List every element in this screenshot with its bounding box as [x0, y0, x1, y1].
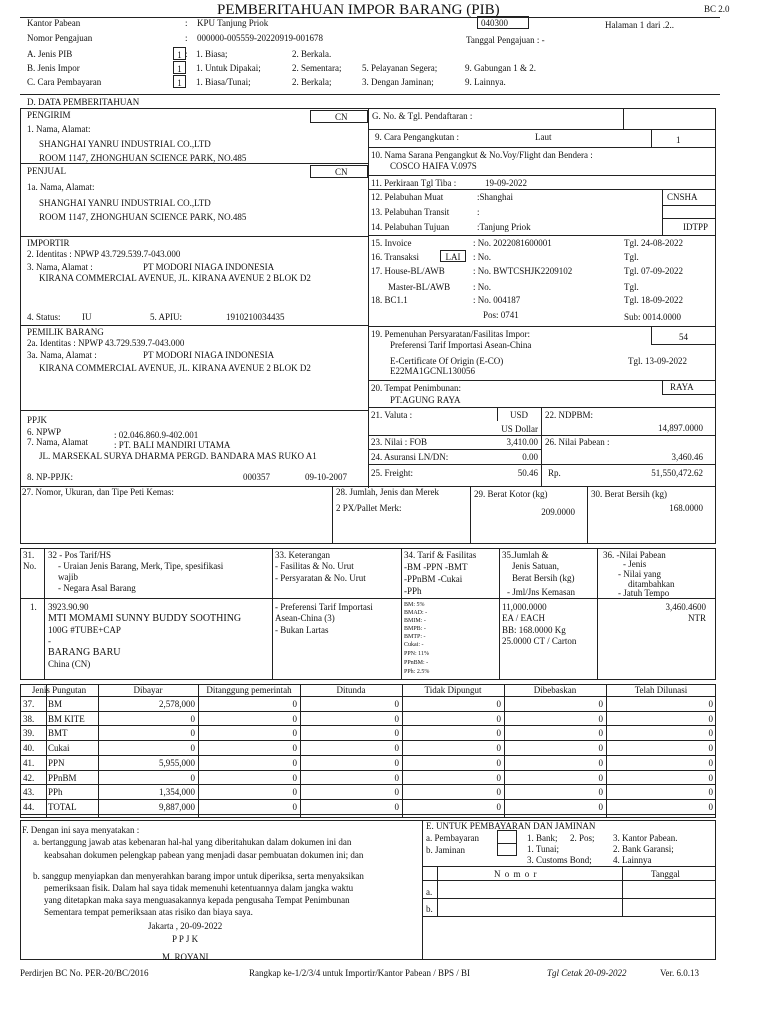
importir-name: PT MODORI NIAGA INDONESIA: [143, 262, 275, 272]
freight: 50.46: [517, 468, 538, 478]
pungutan-cell: 0: [292, 772, 297, 783]
pungutan-row-jenis: PPnBM: [48, 772, 77, 783]
importir-title: IMPORTIR: [27, 238, 70, 248]
pungutan-row-no: 40.: [23, 743, 35, 754]
cara-pengangkutan: Laut: [535, 132, 552, 142]
footer-perdirjen: Perdirjen BC No. PER-20/BC/2016: [20, 968, 149, 978]
pungutan-cell: 9,887,000: [159, 801, 195, 812]
pungutan-row-jenis: PPN: [48, 757, 65, 768]
tanggal-tiba: 19-09-2022: [485, 178, 527, 188]
cara-pembayaran-box: 1: [173, 75, 186, 88]
nilai-pabean-usd: 3,460.46: [671, 452, 703, 462]
pungutan-row-no: 37.: [23, 699, 35, 709]
pungutan-cell: 0: [496, 757, 501, 768]
pungutan-cell: 0: [496, 728, 501, 739]
item-asal: China (CN): [48, 659, 91, 669]
pemilik-name: PT MODORI NIAGA INDONESIA: [143, 350, 275, 360]
transaksi-code: LAI: [440, 250, 466, 262]
pungutan-header: Telah Dilunasi: [634, 685, 688, 695]
pungutan-cell: 0: [394, 772, 399, 783]
pungutan-cell: 0: [190, 713, 195, 724]
ppjk-np: 000357: [243, 472, 270, 482]
pungutan-cell: 0: [708, 772, 713, 783]
pungutan-cell: 0: [394, 801, 399, 812]
berat-kotor: 209.0000: [541, 507, 575, 517]
pengirim-title: PENGIRIM: [27, 110, 71, 120]
timbun-code: RAYA: [670, 382, 694, 392]
pungutan-row-no: 42.: [23, 772, 35, 783]
pungutan-cell: 0: [708, 713, 713, 724]
pungutan-cell: 0: [394, 787, 399, 798]
penjual-country: CN: [335, 167, 348, 177]
importir-address: KIRANA COMMERCIAL AVENUE, JL. KIRANA AVENUE 2 BLOK D2: [39, 273, 311, 283]
bc11-sub: Sub: 0014.0000: [624, 312, 682, 322]
ppjk-name: : PT. BALI MANDIRI UTAMA: [114, 440, 231, 450]
ppjk-title: PPJK: [27, 415, 48, 425]
jenis-impor-box: 1: [173, 61, 186, 74]
pungutan-cell: 0: [292, 699, 297, 709]
pungutan-header: Jenis Pungutan: [31, 685, 87, 695]
pelabuhan-tujuan-code: IDTPP: [683, 222, 709, 232]
sign-place-date: Jakarta , 20-09-2022: [148, 921, 223, 931]
fasilitas-code: 54: [679, 332, 688, 342]
item-no: 1.: [30, 602, 37, 612]
pungutan-cell: 0: [394, 699, 399, 709]
pungutan-cell: 0: [708, 757, 713, 768]
pungutan-cell: 0: [292, 713, 297, 724]
sarana-pengangkut: COSCO HAIFA V.097S: [390, 161, 477, 171]
pungutan-cell: 0: [708, 699, 713, 709]
pungutan-cell: 0: [708, 801, 713, 812]
ppjk-npwp: : 02.046.860.9-402.001: [114, 430, 199, 440]
pelabuhan-tujuan: :Tanjung Priok: [477, 222, 531, 232]
pungutan-row-no: 43.: [23, 787, 35, 798]
invoice-date: Tgl. 24-08-2022: [624, 238, 683, 248]
pungutan-row-jenis: TOTAL: [48, 801, 77, 812]
pungutan-header: Dibebaskan: [533, 685, 577, 695]
invoice-no: : No. 2022081600001: [473, 238, 552, 248]
sign-role: P P J K: [172, 934, 199, 944]
berat-bersih: 168.0000: [669, 503, 703, 513]
pungutan-cell: 0: [598, 801, 603, 812]
page-info: Halaman 1 dari .2..: [605, 20, 674, 30]
jumlah-kemasan: 2 PX/Pallet Merk:: [336, 503, 402, 513]
pungutan-cell: 0: [496, 772, 501, 783]
pungutan-cell: 1,354,000: [159, 787, 195, 798]
tanggal-pengajuan: Tanggal Pengajuan : -: [466, 35, 545, 45]
eco-number: E22MA1GCNL130056: [390, 366, 475, 376]
penjual-title: PENJUAL: [27, 166, 67, 176]
cara-pengangkutan-code: 1: [676, 135, 681, 145]
pungutan-row-no: 39.: [23, 728, 35, 739]
pungutan-row-jenis: BMT: [48, 728, 68, 739]
footer-version: Ver. 6.0.13: [660, 968, 699, 978]
pungutan-cell: 0: [394, 757, 399, 768]
pelabuhan-muat-code: CNSHA: [667, 192, 698, 202]
pungutan-cell: 0: [292, 787, 297, 798]
pemilik-title: PEMILIK BARANG: [27, 327, 104, 337]
pungutan-cell: 0: [708, 728, 713, 739]
pungutan-cell: 0: [496, 699, 501, 709]
pungutan-header: Ditanggung pemerintah: [206, 685, 292, 695]
pungutan-row-jenis: Cukai: [48, 743, 70, 754]
pungutan-row-no: 44.: [23, 801, 35, 812]
section-d-title: D. DATA PEMBERITAHUAN: [27, 97, 140, 107]
footer-rangkap: Rangkap ke-1/2/3/4 untuk Importir/Kantor Pabean / BPS / BI: [249, 968, 470, 978]
pungutan-cell: 0: [708, 743, 713, 754]
pungutan-cell: 0: [598, 699, 603, 709]
eco-date: Tgl. 13-09-2022: [628, 356, 687, 366]
kantor-value: KPU Tanjung Priok: [197, 18, 269, 28]
pungutan-cell: 0: [496, 787, 501, 798]
pungutan-cell: 0: [292, 757, 297, 768]
importir-apiu: 1910210034435: [226, 312, 285, 322]
nomor-value: 000000-005559-20220919-001678: [197, 33, 323, 43]
pungutan-row-jenis: BM KITE: [48, 713, 85, 724]
penjual-address: ROOM 1147, ZHONGHUAN SCIENCE PARK, NO.485: [39, 212, 247, 222]
pungutan-cell: 0: [598, 728, 603, 739]
form-title: PEMBERITAHUAN IMPOR BARANG (PIB): [217, 2, 500, 18]
pungutan-cell: 0: [394, 713, 399, 724]
pungutan-cell: 0: [598, 713, 603, 724]
house-bl-date: Tgl. 07-09-2022: [624, 266, 683, 276]
pungutan-cell: 0: [394, 743, 399, 754]
importir-identitas: 2. Identitas : NPWP 43.729.539.7-043.000: [27, 249, 181, 259]
pengirim-name: SHANGHAI YANRU INDUSTRIAL CO.,LTD: [39, 139, 211, 149]
pungutan-cell: 0: [598, 772, 603, 783]
pengirim-address: ROOM 1147, ZHONGHUAN SCIENCE PARK, NO.485: [39, 153, 247, 163]
pungutan-header: Ditunda: [336, 685, 366, 695]
house-bl: : No. BWTCSHJK2209102: [473, 266, 573, 276]
pemilik-address: KIRANA COMMERCIAL AVENUE, JL. KIRANA AVENUE 2 BLOK D2: [39, 363, 311, 373]
pungutan-cell: 5,955,000: [159, 757, 195, 768]
ppjk-address: JL. MARSEKAL SURYA DHARMA PERGD. BANDARA MAS RUKO A1: [39, 451, 317, 461]
pungutan-row-no: 41.: [23, 757, 35, 768]
nilai-pabean-rp: 51,550,472.62: [651, 468, 703, 478]
bc11-pos: Pos: 0741: [483, 310, 519, 320]
bc11-date: Tgl. 18-09-2022: [624, 295, 683, 305]
pungutan-cell: 0: [496, 801, 501, 812]
pungutan-cell: 0: [190, 772, 195, 783]
pungutan-cell: 0: [292, 801, 297, 812]
pungutan-cell: 0: [496, 743, 501, 754]
nomor-label: Nomor Pengajuan: [27, 33, 93, 43]
kantor-code: 040300: [481, 18, 508, 28]
g-pendaftaran-label: G. No. & Tgl. Pendaftaran :: [372, 111, 473, 121]
form-code: BC 2.0: [704, 4, 730, 14]
pengirim-country: CN: [335, 112, 348, 122]
valuta-name: US Dollar: [501, 424, 538, 434]
pungutan-cell: 0: [292, 743, 297, 754]
col-no: 31.: [23, 550, 35, 560]
footer-cetak: Tgl Cetak 20-09-2022: [547, 968, 627, 978]
asuransi: 0.00: [522, 452, 538, 462]
jenis-pib-box: 1: [173, 47, 186, 60]
item-jumlah: 11,000.0000: [502, 602, 547, 612]
tempat-penimbunan: PT.AGUNG RAYA: [390, 395, 461, 405]
item-kondisi: BARANG BARU: [48, 647, 121, 658]
pungutan-cell: 0: [598, 743, 603, 754]
ppjk-np-date: 09-10-2007: [305, 472, 347, 482]
penjual-name: SHANGHAI YANRU INDUSTRIAL CO.,LTD: [39, 198, 211, 208]
pungutan-row-jenis: BM: [48, 699, 63, 709]
pungutan-cell: 0: [496, 713, 501, 724]
importir-status: IU: [82, 312, 92, 322]
pelabuhan-muat: :Shanghai: [477, 192, 513, 202]
pungutan-header: Dibayar: [133, 685, 163, 695]
pungutan-cell: 0: [190, 743, 195, 754]
item-desc: MTI MOMAMI SUNNY BUDDY SOOTHING: [48, 613, 242, 624]
item-nilai-pabean: 3,460.4600: [665, 602, 706, 612]
fasilitas-line: Preferensi Tarif Importasi Asean-China: [390, 340, 532, 350]
pungutan-cell: 0: [292, 728, 297, 739]
pungutan-cell: 0: [708, 787, 713, 798]
ndpbm-value: 14,897.0000: [658, 423, 703, 433]
pungutan-cell: 2,578,000: [159, 699, 195, 709]
pemilik-identitas: 2a. Identitas : NPWP 43.729.539.7-043.000: [27, 338, 185, 348]
kantor-label: Kantor Pabean: [27, 18, 81, 28]
pungutan-cell: 0: [394, 728, 399, 739]
pungutan-row-jenis: PPh: [48, 787, 63, 798]
valuta: USD: [510, 410, 529, 420]
pungutan-header: Tidak Dipungut: [424, 685, 482, 695]
nilai-fob: 3,410.00: [506, 437, 538, 447]
sign-name: M. ROYANI: [162, 952, 209, 962]
pungutan-row-no: 38.: [23, 713, 35, 724]
pungutan-cell: 0: [598, 787, 603, 798]
item-hs: 3923.90.90: [48, 602, 89, 612]
pungutan-cell: 0: [190, 728, 195, 739]
pungutan-cell: 0: [598, 757, 603, 768]
bc11-no: : No. 004187: [473, 295, 521, 305]
